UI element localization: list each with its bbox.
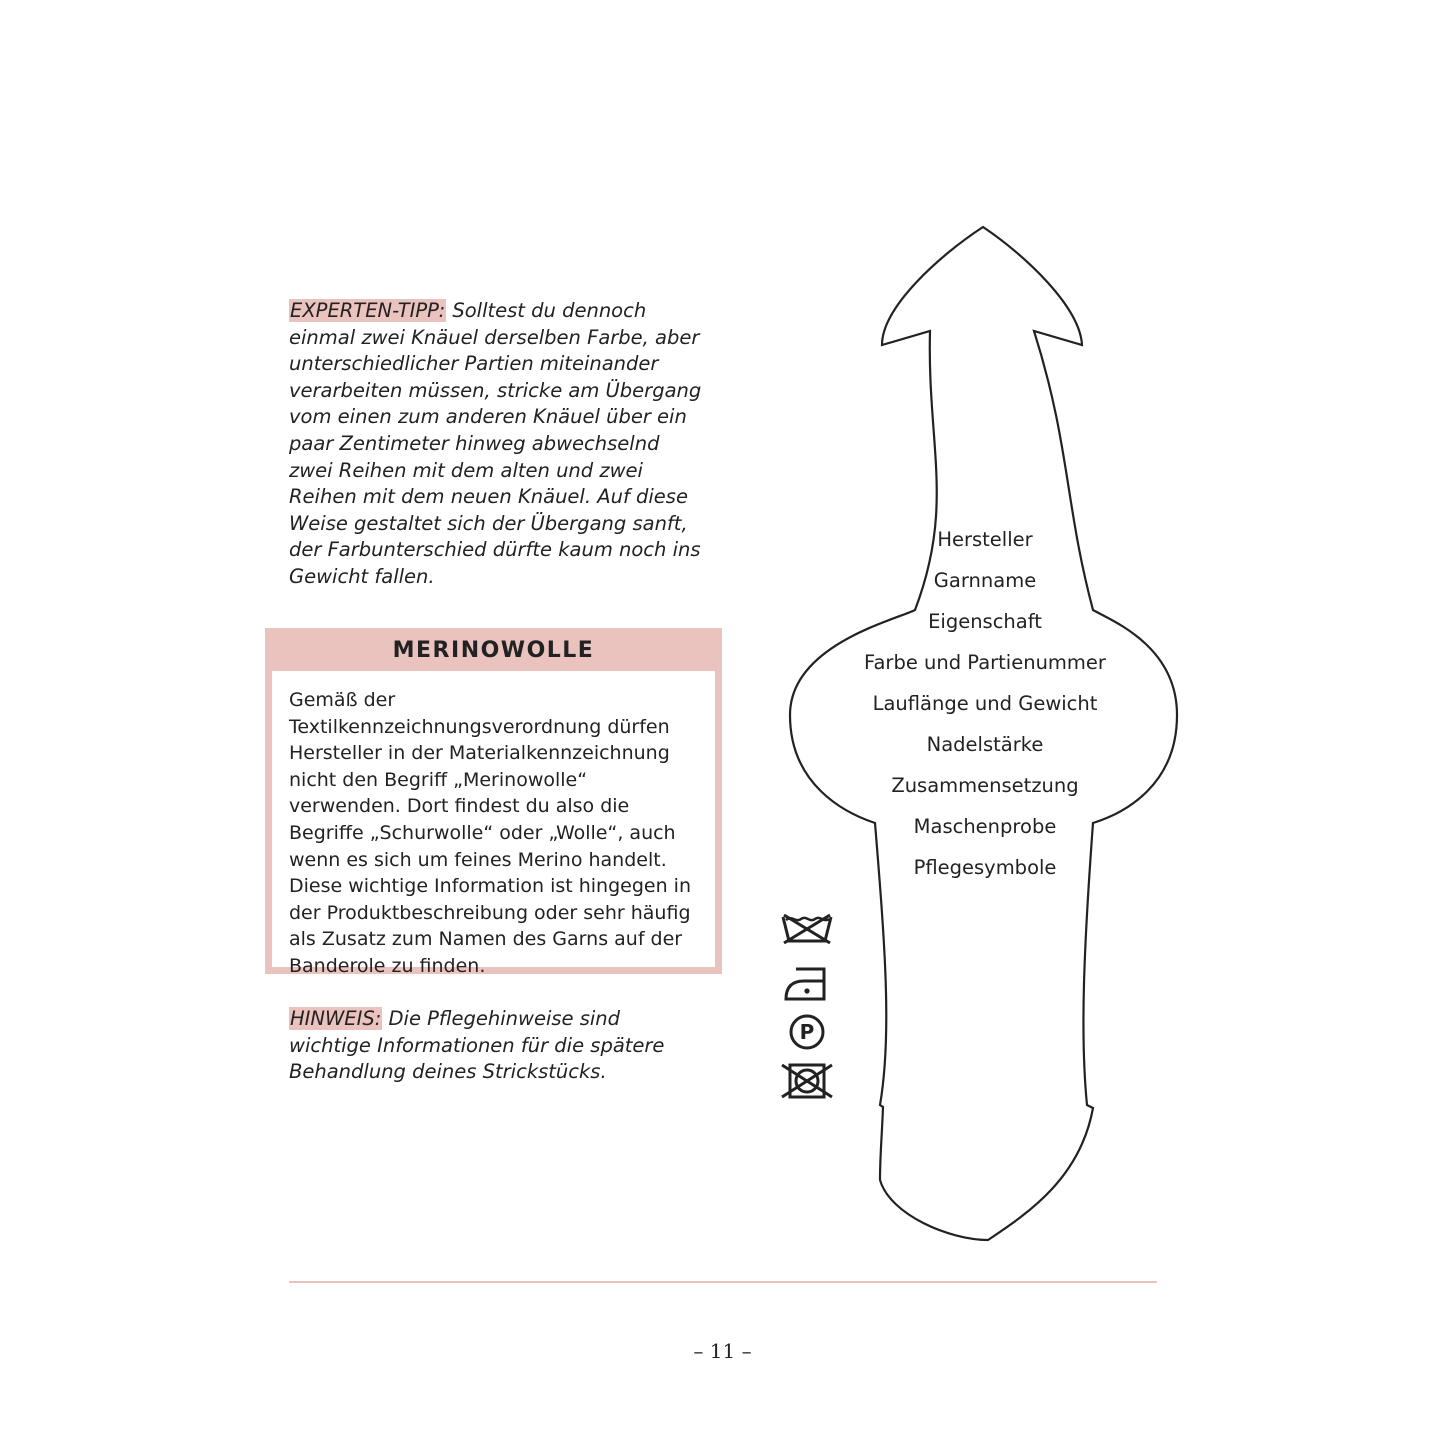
label-item-hersteller: Hersteller xyxy=(937,528,1033,551)
page-number: – 11 – xyxy=(693,1339,752,1363)
expert-tip-text: Solltest du dennoch einmal zwei Knäuel derselben Farbe, aber unterschiedlicher Partien miteinander verarbeiten müssen, stricke am Übergang vom einen zum anderen Knäuel über ein paar Zentimeter hinweg abwechselnd zwei Reihen mit dem alten und zwei Reihen mit dem neuen Knäuel. Auf diese Weise gestaltet sich der Übergang sanft, der Farbunterschied dürfte kaum noch ins Gewicht fallen. xyxy=(289,299,702,588)
label-item-maschenprobe: Maschenprobe xyxy=(913,815,1057,838)
label-item-eigenschaft: Eigenschaft xyxy=(928,610,1042,633)
do-not-tumble-dry-icon xyxy=(780,1061,834,1101)
expert-tip-label: EXPERTEN-TIPP: xyxy=(290,299,446,322)
merino-box-title: MERINOWOLLE xyxy=(272,628,715,671)
merino-info-box xyxy=(265,628,722,977)
hint-text: Die Pflegehinweise sind wichtige Informationen für die spätere Behandlung deines Strickstücks. xyxy=(289,1007,665,1084)
hint-label: HINWEIS: xyxy=(290,1007,382,1030)
label-item-garnname: Garnname xyxy=(933,569,1037,592)
expert-tip xyxy=(289,298,704,591)
label-item-lauflaenge: Lauflänge und Gewicht xyxy=(872,692,1098,715)
hint-note xyxy=(289,1006,704,1086)
label-item-farbe: Farbe und Partienummer xyxy=(864,651,1106,674)
do-not-wash-icon xyxy=(780,911,834,947)
yarn-label-banderole xyxy=(780,215,1190,1250)
label-item-pflegesymbole: Pflegesymbole xyxy=(913,856,1057,879)
professional-cleaning-p-icon xyxy=(780,1013,834,1051)
label-item-zusammensetzung: Zusammensetzung xyxy=(891,774,1079,797)
banderole-label-list xyxy=(780,527,1190,896)
label-item-nadelstaerke: Nadelstärke xyxy=(926,733,1044,756)
footer-divider xyxy=(289,1281,1157,1283)
iron-one-dot-icon xyxy=(780,965,834,1003)
merino-box-text: Gemäß der Textilkennzeichnungsverordnung dürfen Hersteller in der Materialkennzeichnung nicht den Begriff „Merinowolle“ verwenden. Dort findest du also die Begriffe „Schurwolle“ oder „Wolle“, auch wenn es sich um feines Merino handelt. Diese wichtige Information ist hingegen in der Produktbeschreibung oder sehr häufig als Zusatz zum Namen des Garns auf der Banderole zu finden. xyxy=(289,689,692,977)
svg-text:P: P xyxy=(799,1020,815,1044)
